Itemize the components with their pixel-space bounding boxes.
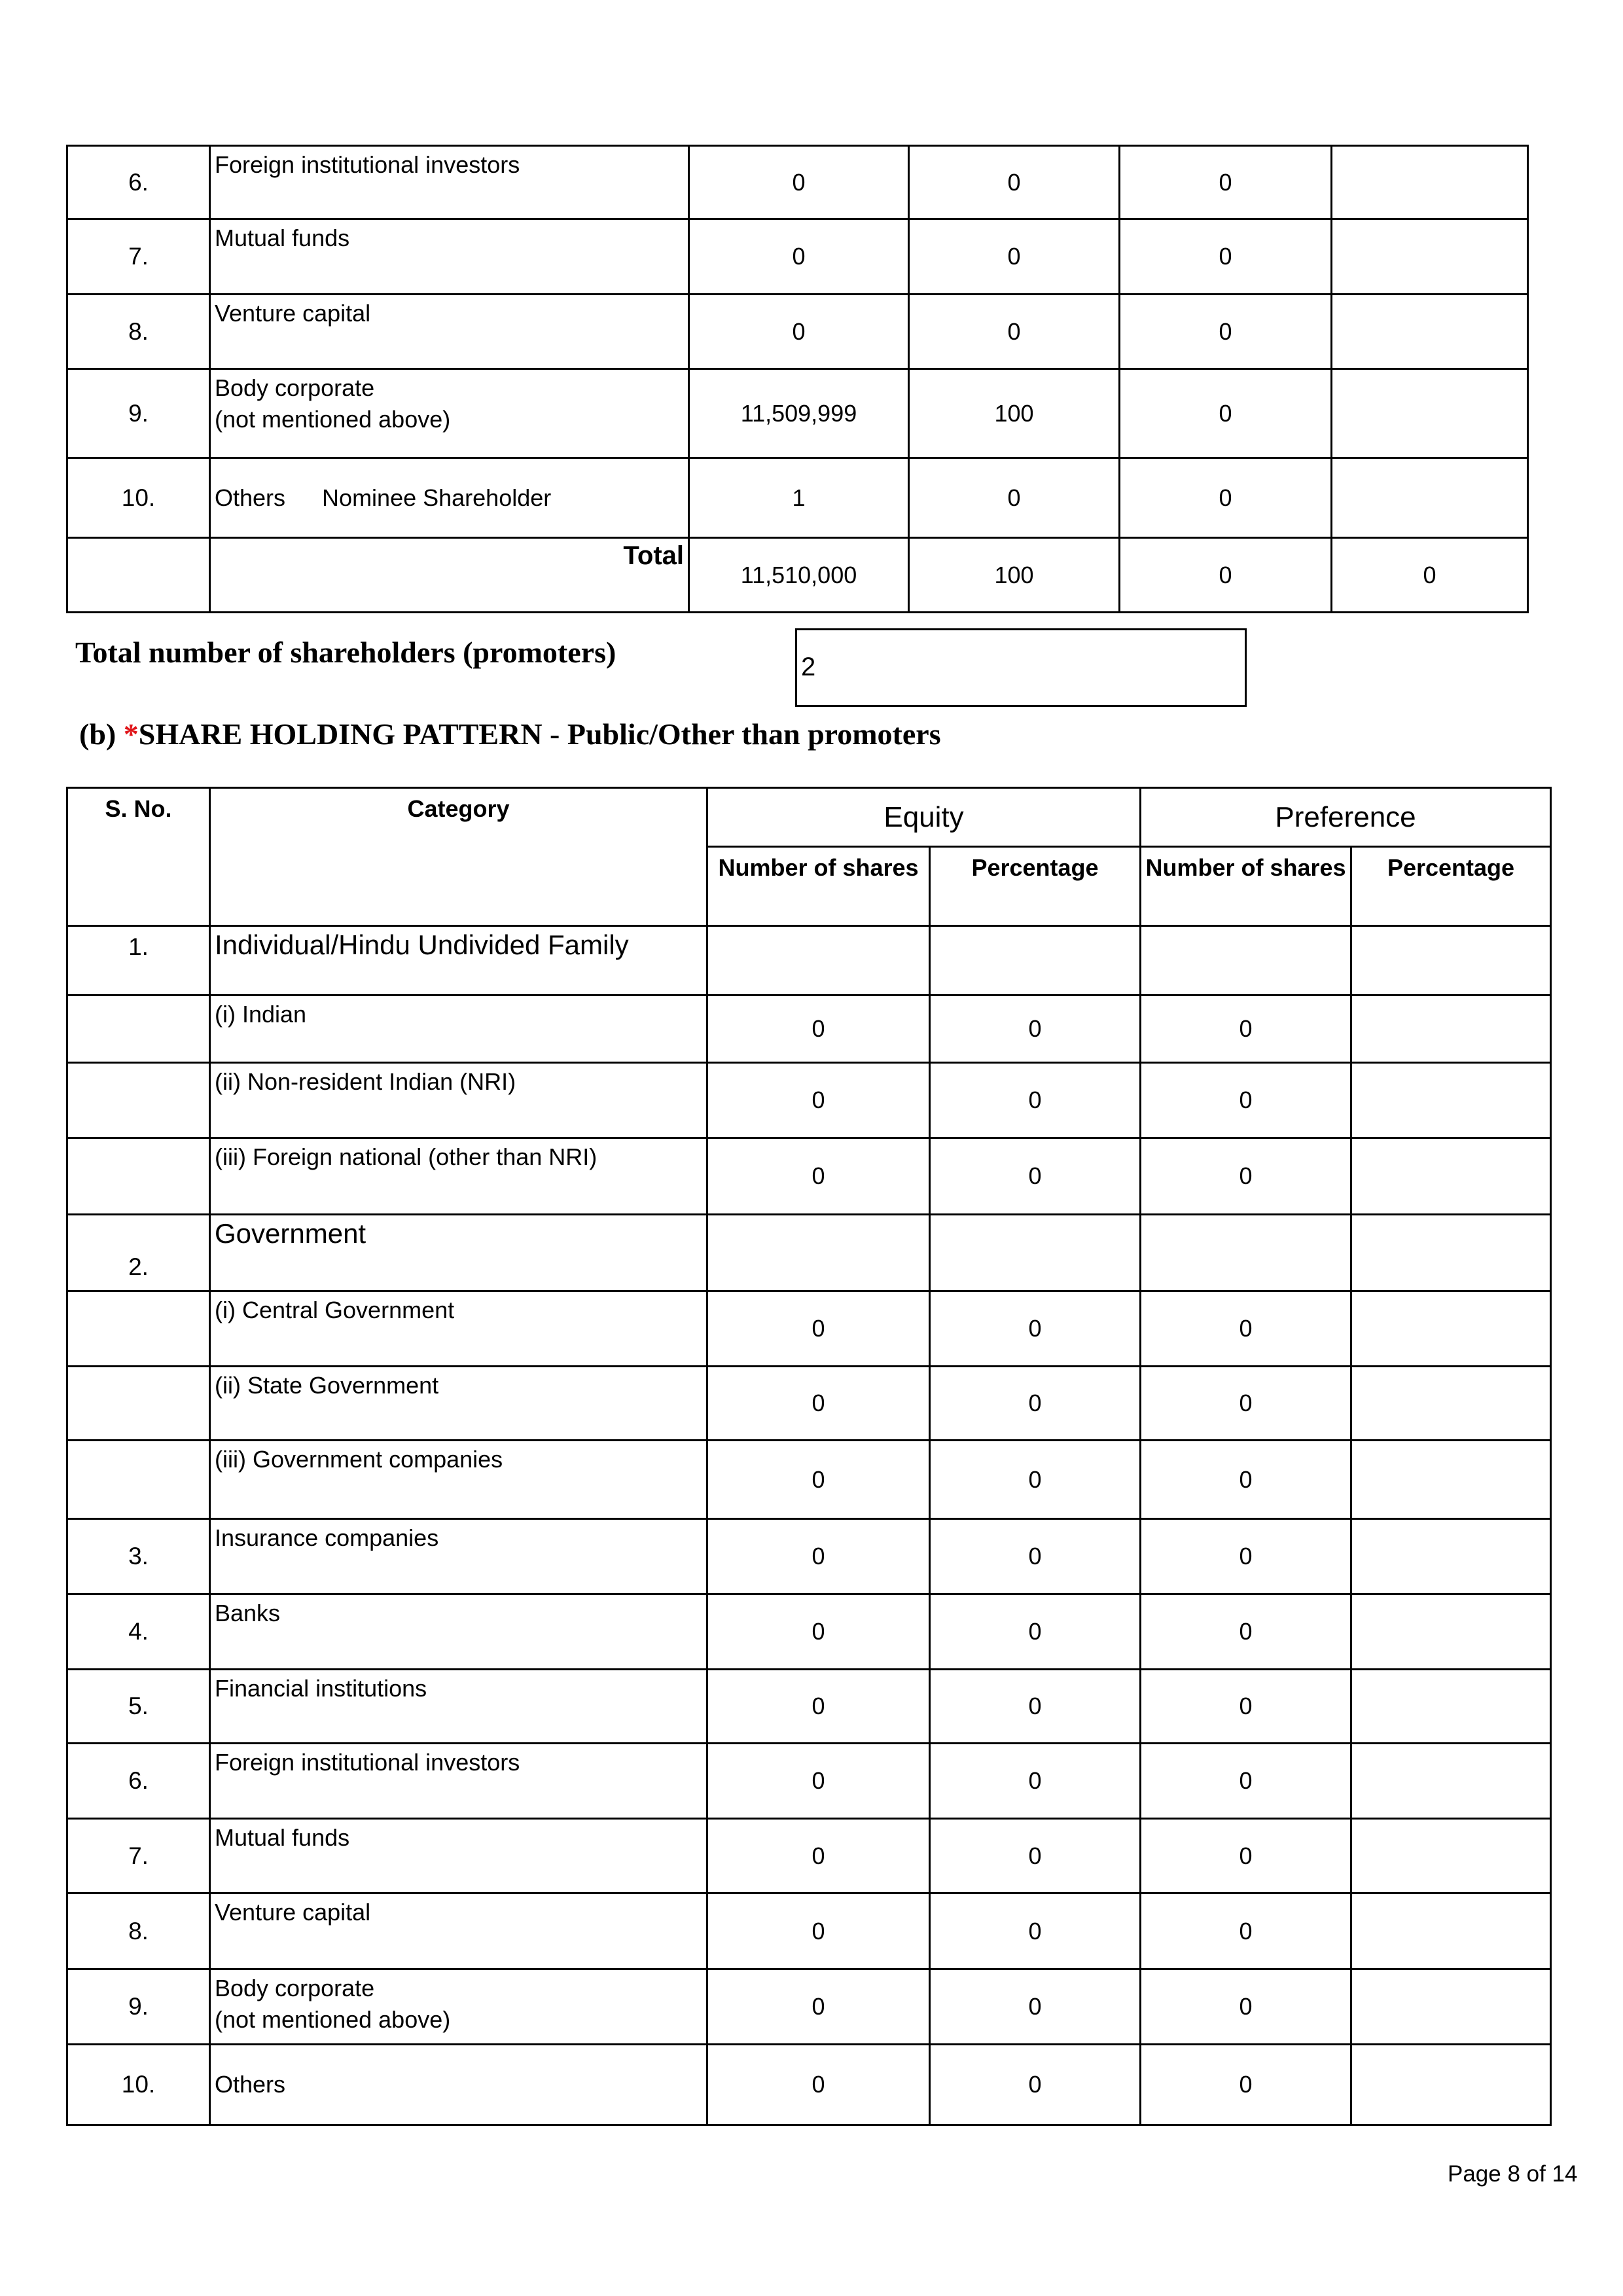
category-cell: (iii) Government companies <box>210 1441 707 1519</box>
category-line: Body corporate <box>215 374 375 401</box>
preference-percentage-cell[interactable] <box>1351 1519 1551 1594</box>
preference-shares-cell[interactable]: 0 <box>1141 996 1351 1063</box>
preference-shares-cell[interactable]: 0 <box>1141 1138 1351 1215</box>
equity-shares-cell[interactable]: 0 <box>707 996 930 1063</box>
table-row <box>67 1969 1551 2045</box>
preference-shares-cell[interactable]: 0 <box>1141 1519 1351 1594</box>
sno-cell <box>67 1367 210 1441</box>
equity-shares-cell[interactable]: 0 <box>707 2045 930 2125</box>
category-cell: (iii) Foreign national (other than NRI) <box>210 1138 707 1215</box>
equity-percentage-cell[interactable]: 0 <box>909 295 1120 369</box>
header-row <box>67 788 1551 847</box>
equity-shares-cell[interactable] <box>707 1215 930 1291</box>
equity-percentage-cell[interactable]: 0 <box>930 1893 1141 1969</box>
empty-cell <box>67 538 210 613</box>
sno-cell: 7. <box>67 1819 210 1893</box>
preference-shares-cell[interactable]: 0 <box>1141 1594 1351 1670</box>
equity-percentage-cell[interactable]: 0 <box>930 1744 1141 1819</box>
preference-shares-cell[interactable]: 0 <box>1120 295 1332 369</box>
promoters-count-field[interactable]: 2 <box>795 628 1247 707</box>
preference-shares-cell[interactable]: 0 <box>1120 219 1332 295</box>
table-row <box>67 1063 1551 1138</box>
table-row <box>67 1594 1551 1670</box>
public-table <box>66 787 1552 2126</box>
preference-shares-cell[interactable]: 0 <box>1141 2045 1351 2125</box>
preference-shares-cell[interactable]: 0 <box>1141 1670 1351 1744</box>
preference-percentage-cell[interactable] <box>1351 926 1551 996</box>
equity-percentage-cell[interactable]: 0 <box>930 1969 1141 2045</box>
table-row <box>67 458 1528 538</box>
equity-shares-cell[interactable]: 0 <box>707 1819 930 1893</box>
total-preference-shares: 0 <box>1120 538 1332 613</box>
equity-shares-cell[interactable]: 0 <box>707 1594 930 1670</box>
category-cell: Venture capital <box>210 1893 707 1969</box>
preference-percentage-cell[interactable] <box>1332 219 1528 295</box>
equity-shares-cell[interactable] <box>707 926 930 996</box>
preference-shares-cell[interactable] <box>1141 926 1351 996</box>
table-row <box>67 369 1528 458</box>
sno-cell <box>67 1063 210 1138</box>
sno-cell <box>67 1291 210 1367</box>
equity-percentage-cell[interactable]: 100 <box>909 369 1120 458</box>
table-row <box>67 219 1528 295</box>
category-cell <box>210 458 689 538</box>
equity-shares-cell[interactable]: 0 <box>689 146 909 219</box>
preference-shares-cell[interactable]: 0 <box>1141 1819 1351 1893</box>
equity-shares-cell[interactable]: 0 <box>707 1519 930 1594</box>
category-cell: (i) Central Government <box>210 1291 707 1367</box>
preference-percentage-cell[interactable] <box>1351 2045 1551 2125</box>
table-row <box>67 1670 1551 1744</box>
preference-shares-cell[interactable] <box>1141 1215 1351 1291</box>
preference-percentage-cell[interactable] <box>1332 369 1528 458</box>
equity-percentage-header: Percentage <box>930 847 1141 926</box>
preference-percentage-cell[interactable] <box>1351 1893 1551 1969</box>
equity-percentage-cell[interactable]: 0 <box>909 146 1120 219</box>
table-row <box>67 2045 1551 2125</box>
sno-header: S. No. <box>67 788 210 926</box>
equity-shares-cell[interactable]: 0 <box>707 1969 930 2045</box>
table-row <box>67 1893 1551 1969</box>
table-row <box>67 1367 1551 1441</box>
equity-percentage-cell[interactable]: 0 <box>930 1291 1141 1367</box>
preference-percentage-cell[interactable] <box>1351 1138 1551 1215</box>
sno-cell: 3. <box>67 1519 210 1594</box>
category-cell: Insurance companies <box>210 1519 707 1594</box>
category-line: Body corporate <box>215 1975 375 2001</box>
preference-shares-cell[interactable]: 0 <box>1120 146 1332 219</box>
equity-shares-cell[interactable]: 0 <box>707 1893 930 1969</box>
preference-percentage-header: Percentage <box>1351 847 1551 926</box>
table-row <box>67 1215 1551 1291</box>
category-cell: (ii) Non-resident Indian (NRI) <box>210 1063 707 1138</box>
category-cell: (i) Indian <box>210 996 707 1063</box>
table-row <box>67 146 1528 219</box>
category-cell: Financial institutions <box>210 1670 707 1744</box>
total-label: Total <box>210 538 689 613</box>
preference-percentage-cell[interactable] <box>1351 1670 1551 1744</box>
category-line: (not mentioned above) <box>215 406 451 433</box>
equity-shares-cell[interactable]: 0 <box>689 295 909 369</box>
total-equity-shares: 11,510,000 <box>689 538 909 613</box>
table-row <box>67 1744 1551 1819</box>
sno-cell: 6. <box>67 1744 210 1819</box>
equity-percentage-cell[interactable]: 0 <box>930 1063 1141 1138</box>
preference-percentage-cell[interactable] <box>1351 1367 1551 1441</box>
preference-shares-cell[interactable]: 0 <box>1141 1969 1351 2045</box>
preference-shares-cell[interactable]: 0 <box>1120 458 1332 538</box>
equity-num-shares-header: Number of shares <box>707 847 930 926</box>
sno-cell <box>67 1441 210 1519</box>
equity-percentage-cell[interactable]: 0 <box>930 1670 1141 1744</box>
sno-cell: 9. <box>67 1969 210 2045</box>
section-b-title: SHARE HOLDING PATTERN - Public/Other than promoters <box>138 717 941 751</box>
preference-percentage-cell[interactable] <box>1332 458 1528 538</box>
equity-percentage-cell[interactable] <box>930 1215 1141 1291</box>
sno-cell: 4. <box>67 1594 210 1670</box>
preference-percentage-cell[interactable] <box>1332 146 1528 219</box>
equity-percentage-cell[interactable] <box>930 926 1141 996</box>
equity-percentage-cell[interactable]: 0 <box>930 1138 1141 1215</box>
sno-cell: 1. <box>67 926 210 996</box>
equity-percentage-cell[interactable]: 0 <box>930 2045 1141 2125</box>
equity-shares-cell[interactable]: 0 <box>707 1367 930 1441</box>
category-header: Category <box>210 788 707 926</box>
category-cell: Others <box>210 2045 707 2125</box>
sno-cell <box>67 996 210 1063</box>
table-row <box>67 1138 1551 1215</box>
preference-shares-cell[interactable]: 0 <box>1141 1367 1351 1441</box>
preference-percentage-cell[interactable] <box>1351 1063 1551 1138</box>
required-star: * <box>123 717 139 751</box>
sno-cell: 10. <box>67 458 210 538</box>
equity-shares-cell[interactable]: 0 <box>707 1138 930 1215</box>
table-row <box>67 926 1551 996</box>
category-cell: Mutual funds <box>210 1819 707 1893</box>
sno-cell: 8. <box>67 295 210 369</box>
equity-percentage-cell[interactable]: 0 <box>909 458 1120 538</box>
preference-shares-cell[interactable]: 0 <box>1141 1441 1351 1519</box>
equity-shares-cell[interactable]: 0 <box>707 1291 930 1367</box>
preference-shares-cell[interactable]: 0 <box>1120 369 1332 458</box>
category-extra: Nominee Shareholder <box>322 484 552 511</box>
table-row <box>67 996 1551 1063</box>
total-row <box>67 538 1528 613</box>
preference-percentage-cell[interactable] <box>1332 295 1528 369</box>
equity-percentage-cell[interactable]: 0 <box>930 1441 1141 1519</box>
category-cell: Venture capital <box>210 295 689 369</box>
equity-percentage-cell[interactable]: 0 <box>930 1819 1141 1893</box>
preference-percentage-cell[interactable] <box>1351 1291 1551 1367</box>
promoters-count-label: Total number of shareholders (promoters) <box>75 636 616 669</box>
category-cell <box>210 369 689 458</box>
equity-header: Equity <box>707 788 1141 847</box>
sno-cell: 8. <box>67 1893 210 1969</box>
preference-percentage-cell[interactable] <box>1351 1215 1551 1291</box>
preference-percentage-cell[interactable] <box>1351 1744 1551 1819</box>
equity-shares-cell[interactable]: 0 <box>707 1441 930 1519</box>
preference-shares-cell[interactable]: 0 <box>1141 1744 1351 1819</box>
preference-header: Preference <box>1141 788 1551 847</box>
sno-cell: 6. <box>67 146 210 219</box>
equity-percentage-cell[interactable]: 0 <box>909 219 1120 295</box>
preference-shares-cell[interactable]: 0 <box>1141 1893 1351 1969</box>
total-preference-percentage: 0 <box>1332 538 1528 613</box>
page-number: Page 8 of 14 <box>1448 2161 1578 2187</box>
equity-percentage-cell[interactable]: 0 <box>930 1594 1141 1670</box>
category-line: (not mentioned above) <box>215 2006 451 2033</box>
preference-percentage-cell[interactable] <box>1351 1441 1551 1519</box>
category-cell: (ii) State Government <box>210 1367 707 1441</box>
table-row <box>67 1441 1551 1519</box>
preference-shares-cell[interactable]: 0 <box>1141 1063 1351 1138</box>
category-cell: Banks <box>210 1594 707 1670</box>
promoters-table <box>66 145 1529 613</box>
equity-shares-cell[interactable]: 0 <box>689 219 909 295</box>
equity-percentage-cell[interactable]: 0 <box>930 1519 1141 1594</box>
total-equity-percentage: 100 <box>909 538 1120 613</box>
preference-shares-cell[interactable]: 0 <box>1141 1291 1351 1367</box>
table-row <box>67 295 1528 369</box>
section-b-heading <box>79 717 941 751</box>
equity-percentage-cell[interactable]: 0 <box>930 996 1141 1063</box>
category-cell: Government <box>210 1215 707 1291</box>
table-row <box>67 1819 1551 1893</box>
section-b-prefix: (b) <box>79 717 124 751</box>
table-row <box>67 1519 1551 1594</box>
sno-cell: 7. <box>67 219 210 295</box>
preference-percentage-cell[interactable] <box>1351 1594 1551 1670</box>
preference-percentage-cell[interactable] <box>1351 1969 1551 2045</box>
equity-shares-cell[interactable]: 0 <box>707 1670 930 1744</box>
sno-cell: 9. <box>67 369 210 458</box>
preference-percentage-cell[interactable] <box>1351 1819 1551 1893</box>
preference-percentage-cell[interactable] <box>1351 996 1551 1063</box>
equity-percentage-cell[interactable]: 0 <box>930 1367 1141 1441</box>
equity-shares-cell[interactable]: 1 <box>689 458 909 538</box>
sno-cell: 10. <box>67 2045 210 2125</box>
category-cell: Individual/Hindu Undivided Family <box>210 926 707 996</box>
sno-cell <box>67 1138 210 1215</box>
table-row <box>67 1291 1551 1367</box>
preference-num-shares-header: Number of shares <box>1141 847 1351 926</box>
equity-shares-cell[interactable]: 0 <box>707 1063 930 1138</box>
sno-cell: 2. <box>67 1215 210 1291</box>
equity-shares-cell[interactable]: 11,509,999 <box>689 369 909 458</box>
category-cell: Foreign institutional investors <box>210 146 689 219</box>
category-cell <box>210 1969 707 2045</box>
equity-shares-cell[interactable]: 0 <box>707 1744 930 1819</box>
category-cell: Foreign institutional investors <box>210 1744 707 1819</box>
sno-cell: 5. <box>67 1670 210 1744</box>
category-cell: Mutual funds <box>210 219 689 295</box>
category-label: Others <box>215 484 286 511</box>
